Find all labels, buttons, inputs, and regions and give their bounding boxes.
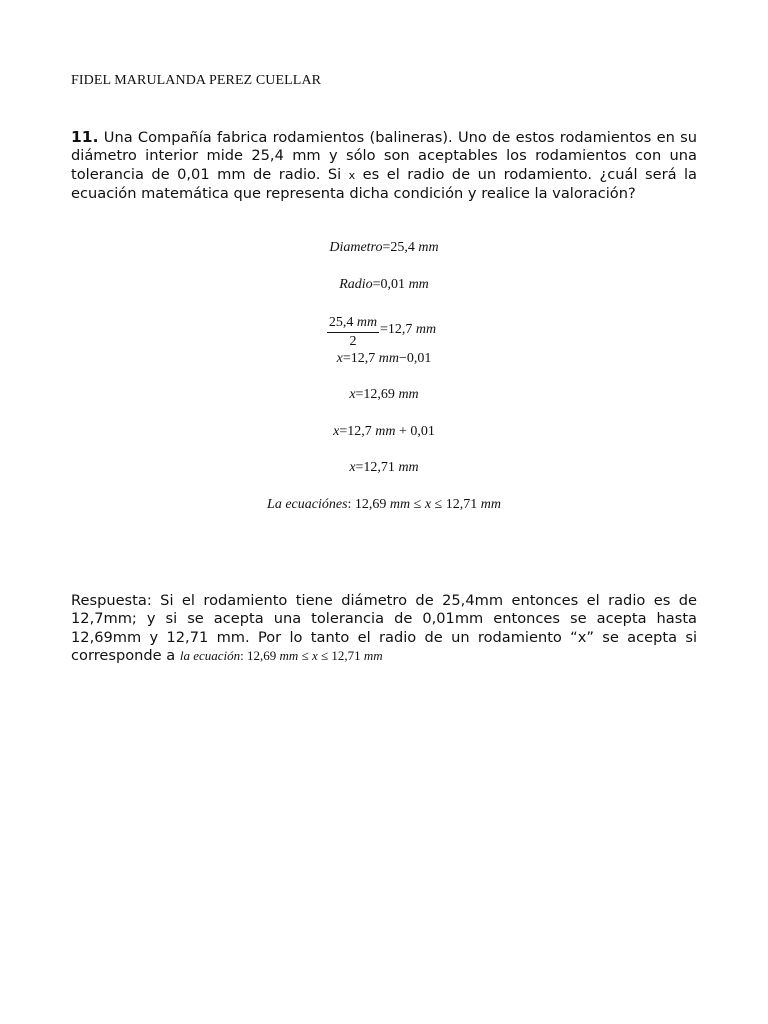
- equation-var: x: [333, 424, 340, 439]
- answer-inline-equation: [180, 648, 383, 663]
- inline-unit1: mm: [279, 647, 299, 663]
- equation-var: x: [349, 460, 356, 475]
- equation-x-plus: [0, 424, 768, 440]
- problem-statement: [71, 128, 697, 204]
- equation-value: =12,69: [355, 387, 399, 402]
- answer-paragraph: [71, 592, 697, 665]
- equation-value: =12,7: [342, 351, 379, 366]
- equation-value: =12,7: [339, 424, 376, 439]
- inline-value1: : 12,69: [240, 647, 280, 663]
- result-value: =12,7: [380, 322, 416, 337]
- fraction-result: [380, 322, 436, 338]
- equation-diametro: [0, 240, 768, 256]
- inline-var: x: [311, 647, 318, 663]
- equation-unit: mm: [418, 240, 439, 255]
- equation-unit1: mm: [389, 497, 411, 512]
- equation-value: =12,71: [355, 460, 399, 475]
- inline-unit2: mm: [363, 647, 383, 663]
- problem-number: 11.: [71, 128, 99, 146]
- equation-final: [0, 497, 768, 513]
- equation-var: x: [424, 497, 432, 512]
- equation-unit: mm: [378, 351, 399, 366]
- equation-value: =0,01: [372, 277, 409, 292]
- equation-rest: + 0,01: [395, 424, 435, 439]
- equation-x-low: [0, 387, 768, 403]
- problem-variable: x: [348, 168, 356, 182]
- fraction-denominator: 2: [349, 334, 357, 349]
- equation-var: x: [349, 387, 356, 402]
- equation-radio: [0, 277, 768, 293]
- problem-text-part1: Una Compañía fabrica rodamientos (balineras). Uno de estos rodamientos en su diámetro interior mide 25,4 mm y sólo son aceptables los rodamientos con una tolerancia de 0,01 mm de radio. Si: [71, 129, 697, 183]
- answer-text: Respuesta: Si el rodamiento tiene diámetro de 25,4mm entonces el radio es de 12,7mm; y si se acepta una tolerancia de 0,01mm entonces se acepta hasta 12,69mm y 12,71 mm. Por lo tanto el radio de un rodamiento “x” se acepta si corresponde a: [71, 592, 697, 664]
- equation-value: =25,4: [382, 240, 419, 255]
- equation-value2: 12,71: [445, 497, 481, 512]
- equation-x-high: [0, 460, 768, 476]
- equation-x-minus: [0, 351, 768, 367]
- equation-unit: mm: [398, 387, 419, 402]
- numerator-value: 25,4: [328, 315, 357, 330]
- inline-ineq1: ≤: [298, 647, 312, 663]
- result-unit: mm: [415, 322, 437, 337]
- inline-value2: 12,71: [331, 647, 364, 663]
- equation-var: x: [336, 351, 343, 366]
- equation-label: Radio: [339, 277, 373, 292]
- equation-unit: mm: [375, 424, 396, 439]
- numerator-unit: mm: [356, 315, 378, 330]
- inline-ineq2: ≤: [317, 647, 332, 663]
- problem-text-part2: es el radio de un rodamiento. ¿cuál será la ecuación matemática que representa dicha condición y realice la valoración?: [71, 165, 698, 203]
- equation-label: La ecuaciónes: [267, 497, 348, 512]
- equation-unit: mm: [398, 460, 419, 475]
- inequality-1: ≤: [410, 497, 425, 512]
- equation-rest: −0,01: [398, 351, 432, 366]
- fraction: [326, 313, 380, 351]
- equation-unit2: mm: [480, 497, 501, 512]
- inequality-2: ≤: [431, 497, 446, 512]
- author-name: FIDEL MARULANDA PEREZ CUELLAR: [71, 73, 322, 88]
- fraction-numerator: [326, 313, 380, 332]
- inline-label: la ecuación: [179, 647, 241, 663]
- equation-unit: mm: [408, 277, 429, 292]
- equation-value1: : 12,69: [347, 497, 390, 512]
- equation-label: Diametro: [329, 240, 383, 255]
